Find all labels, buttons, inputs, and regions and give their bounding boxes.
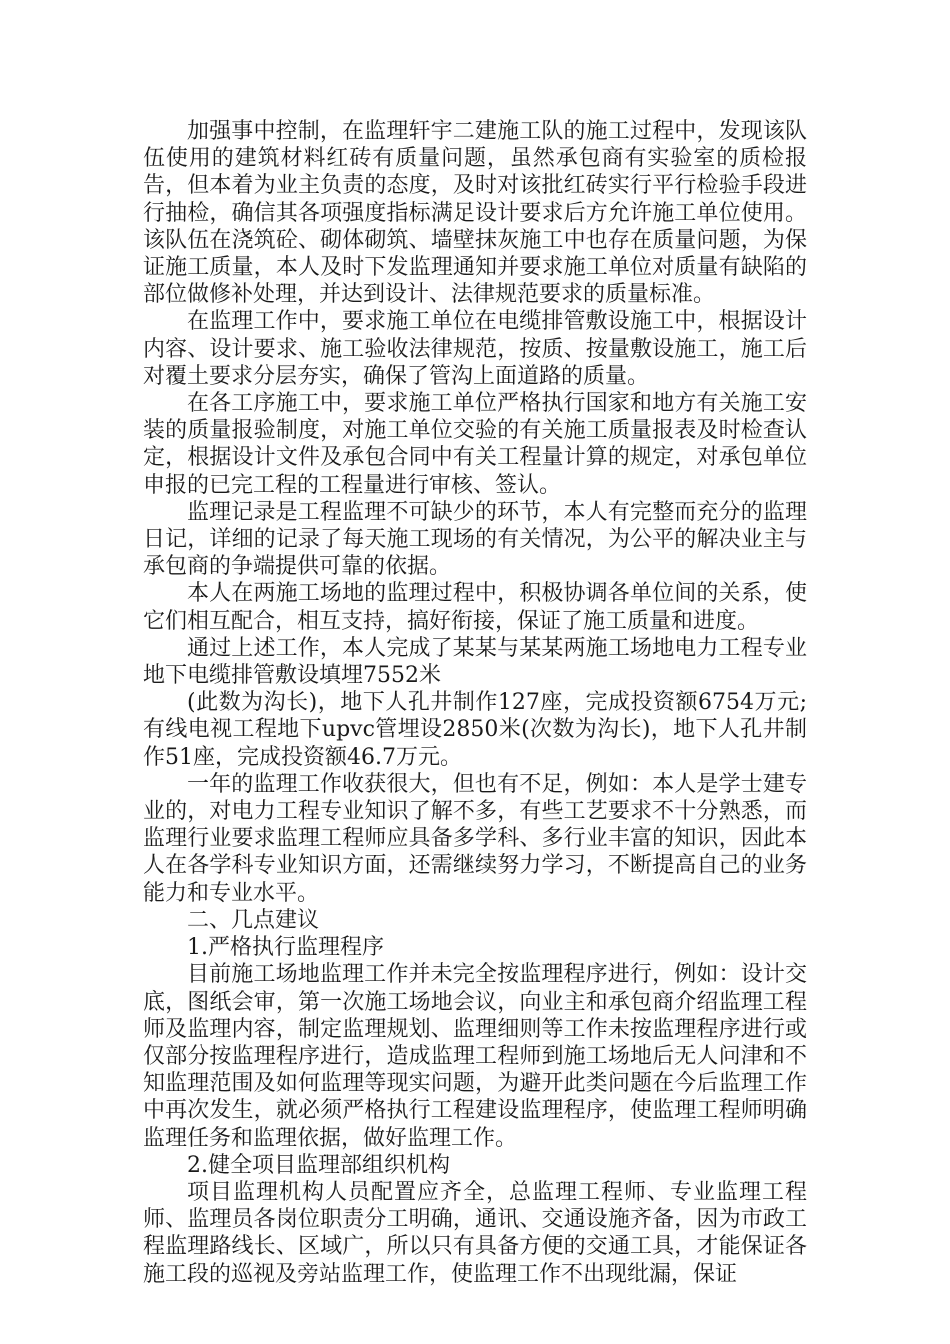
paragraph-inspection: 在各工序施工中，要求施工单位严格执行国家和地方有关施工安装的质量报验制度，对施工单位交验的有关施工质量报表及时检查认定，根据设计文件及承包合同中有关工程量计算的规定，对承包单位申报的已完工程的工程量进行审核、签认。 bbox=[143, 391, 807, 498]
subheading-strict-procedure: 1.严格执行监理程序 bbox=[187, 935, 384, 961]
paragraph-shortcomings: 一年的监理工作收获很大，但也有不足，例如：本人是学士建专业的，对电力工程专业知识了解不多，有些工艺要求不十分熟悉，而监理行业要求监理工程师应具备多学科、多行业丰富的知识，因此本人在各学科专业知识方面，还需继续努力学习，不断提高自己的业务能力和专业水平。 bbox=[143, 771, 807, 906]
paragraph-work-completed-cont: (此数为沟长)，地下人孔井制作127座，完成投资额6754万元;有线电视工程地下upvc管埋设2850米(次数为沟长)，地下人孔井制作51座，完成投资额46.7万元。 bbox=[143, 690, 807, 770]
paragraph-supervision-records: 监理记录是工程监理不可缺少的环节，本人有完整而充分的监理日记，详细的记录了每天施工现场的有关情况，为公平的解决业主与承包商的争端提供可靠的依据。 bbox=[143, 499, 807, 580]
document-body bbox=[143, 118, 807, 1288]
paragraph-work-completed: 通过上述工作，本人完成了某某与某某两施工场地电力工程专业地下电缆排管敷设填埋7552米 bbox=[143, 635, 807, 689]
subheading-organization: 2.健全项目监理部组织机构 bbox=[187, 1152, 450, 1178]
paragraph-coordination: 本人在两施工场地的监理过程中，积极协调各单位间的关系，使它们相互配合，相互支持，搞好衔接，保证了施工质量和进度。 bbox=[143, 581, 807, 634]
section-heading-suggestions: 二、几点建议 bbox=[187, 907, 320, 933]
paragraph-quality-control: 加强事中控制，在监理轩宇二建施工队的施工过程中，发现该队伍使用的建筑材料红砖有质量问题，虽然承包商有实验室的质检报告，但本着为业主负责的态度，及时对该批红砖实行平行检验手段进行抽检，确信其各项强度指标满足设计要求后方允许施工单位使用。该队伍在浇筑砼、砌体砌筑、墙壁抹灰施工中也存在质量问题，为保证施工质量，本人及时下发监理通知并要求施工单位对质量有缺陷的部位做修补处理，并达到设计、法律规范要求的质量标准。 bbox=[143, 119, 807, 308]
paragraph-cable-laying: 在监理工作中，要求施工单位在电缆排管敷设施工中，根据设计内容、设计要求、施工验收法律规范，按质、按量敷设施工，施工后对覆土要求分层夯实，确保了管沟上面道路的质量。 bbox=[143, 309, 807, 389]
paragraph-organization: 项目监理机构人员配置应齐全，总监理工程师、专业监理工程师、监理员各岗位职责分工明确，通讯、交通设施齐备，因为市政工程监理路线长、区域广，所以只有具备方便的交通工具，才能保证各施工段的巡视及旁站监理工作，使监理工作不出现纰漏，保证 bbox=[143, 1179, 807, 1287]
paragraph-procedure: 目前施工场地监理工作并未完全按监理程序进行，例如：设计交底，图纸会审，第一次施工场地会议，向业主和承包商介绍监理工程师及监理内容，制定监理规划、监理细则等工作未按监理程序进行或仅部分按监理程序进行，造成监理工程师到施工场地后无人问津和不知监理范围及如何监理等现实问题，为避开此类问题在今后监理工作中再次发生，就必须严格执行工程建设监理程序，使监理工程师明确监理任务和监理依据，做好监理工作。 bbox=[143, 962, 807, 1151]
